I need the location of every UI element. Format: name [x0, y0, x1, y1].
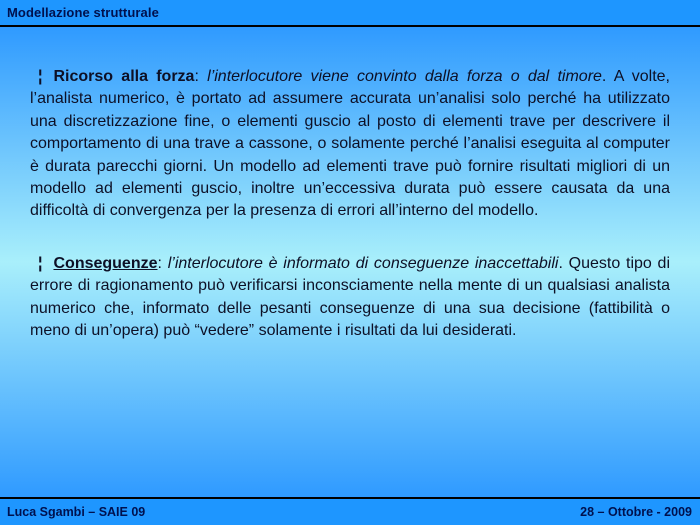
footer-author: Luca Sgambi – SAIE 09: [7, 505, 146, 519]
slide-footer: [0, 499, 700, 525]
paragraph-italic-text: l’interlocutore viene convinto dalla forza o dal timore: [207, 68, 602, 85]
paragraph-ricorso-alla-forza: [30, 66, 670, 223]
slide-header: [0, 0, 700, 25]
paragraph-lead-bold: Ricorso alla forza: [53, 68, 195, 85]
paragraph-body-text: . Questo tipo di errore di ragionamento può verificarsi inconsciamente nella mente di un qualsiasi analista numerico che, informato delle pesanti conseguenze di una sua decisione (fattibilità o meno di un’opera) può “vedere” solamente i risultati da lui desiderati.: [30, 254, 671, 340]
footer-date: 28 – Ottobre - 2009: [580, 505, 692, 519]
bullet-icon: ¦: [38, 68, 43, 85]
paragraph-italic-text: l’interlocutore è informato di conseguenze inaccettabili: [167, 254, 559, 272]
slide-title: Modellazione strutturale: [7, 5, 159, 20]
bullet-icon: ¦: [38, 254, 43, 272]
paragraph-lead-bold-underline: Conseguenze: [53, 254, 158, 272]
paragraph-body-text: . A volte, l’analista numerico, è portato ad assumere accurata un’analisi solo perché ha utilizzato una discretizzazione fine, o elementi guscio al posto di elementi trave per descrivere il comportamento di una trave a cassone, o solamente perché l’analisi eseguita al computer è durata parecchi giorni. Un modello ad elementi trave può fornire risultati migliori di un modello ad elementi guscio, inoltre un’eccessiva durata può essere causata da una difficoltà di convergenza per la presenza di errori all’interno del modello.: [30, 68, 670, 220]
paragraph-colon: :: [194, 68, 208, 85]
slide-body: [0, 27, 700, 497]
paragraph-colon: :: [157, 254, 168, 272]
paragraph-conseguenze: [30, 253, 670, 343]
